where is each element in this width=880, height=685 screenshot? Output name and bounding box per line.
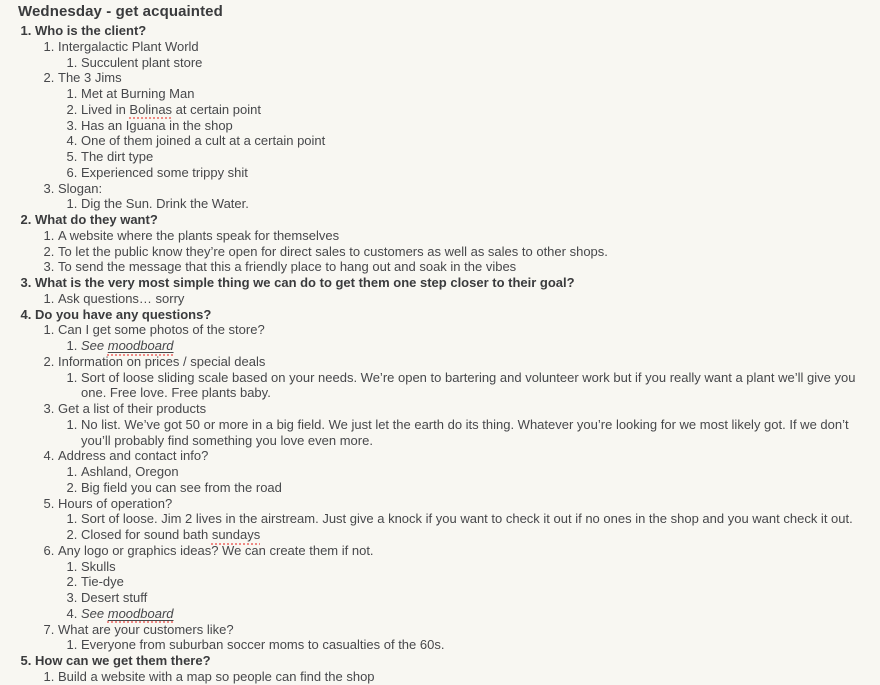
list-item-text <box>81 606 174 621</box>
list-item-text: No list. We’ve got 50 or more in a big field. We just let the earth do its thing. Whatever you’re looking for we most likely got. If we don’t you’ll probably find something you love even more. <box>81 416 849 448</box>
list-item-text: Met at Burning Man <box>81 86 195 101</box>
list-item-text: Has an Iguana in the shop <box>81 117 233 133</box>
list-item <box>81 511 868 527</box>
list-item-text: Succulent plant store <box>81 54 203 70</box>
list-item <box>81 55 868 71</box>
list-item-text: The dirt type <box>81 149 154 164</box>
list-item <box>81 480 868 496</box>
misspelled-word: moodboard <box>107 605 174 621</box>
list-item <box>81 102 868 118</box>
nested-list <box>35 322 868 653</box>
list-item <box>81 574 868 590</box>
nested-list <box>58 559 868 622</box>
section-item <box>35 653 868 685</box>
list-item <box>58 70 868 180</box>
list-item <box>58 622 868 654</box>
list-item <box>81 590 868 606</box>
list-item-text: Experienced some trippy shit <box>81 164 248 180</box>
nested-list <box>58 55 868 71</box>
list-item-text: Any logo or graphics ideas? We can create them if not. <box>58 542 374 558</box>
list-item-text: Slogan: <box>58 180 103 196</box>
section-item <box>35 23 868 212</box>
list-item <box>58 228 868 244</box>
list-item <box>58 543 868 622</box>
text-run: at certain point <box>172 101 261 117</box>
list-item-text: The 3 Jims <box>58 70 122 86</box>
list-item <box>81 165 868 181</box>
list-item <box>58 322 868 354</box>
list-item-text: Build a website with a map so people can find the shop <box>58 668 375 684</box>
section-item <box>35 275 868 307</box>
list-item <box>58 291 868 307</box>
list-item-text: Everyone from suburban soccer moms to casualties of the 60s. <box>81 637 445 653</box>
list-item-text: What are your customers like? <box>58 621 234 637</box>
list-item-text: Dig the Sun. Drink the Water. <box>81 196 249 212</box>
misspelled-word: Bolinas <box>129 101 173 117</box>
section-heading: What is the very most simple thing we can do to get them one step closer to their goal? <box>35 275 575 290</box>
misspelled-word: sundays <box>211 527 261 542</box>
misspelled-word <box>212 527 260 542</box>
list-item <box>81 464 868 480</box>
list-item <box>58 259 868 275</box>
moodboard-link[interactable] <box>108 338 174 353</box>
nested-list <box>58 511 868 543</box>
nested-list <box>58 370 868 402</box>
list-item <box>81 133 868 149</box>
list-item-text: Can I get some photos of the store? <box>58 322 265 338</box>
text-run: See <box>81 338 108 353</box>
moodboard-link[interactable] <box>108 606 174 621</box>
list-item-text: Sort of loose. Jim 2 lives in the airstream. Just give a knock if you want to check it out if no ones in the shop and you want check it out. <box>81 511 853 527</box>
note-title: Wednesday - get acquainted <box>18 3 223 20</box>
list-item <box>58 39 868 71</box>
list-item <box>81 149 868 165</box>
list-item-text: Desert stuff <box>81 590 148 605</box>
text-run: Lived in <box>81 101 130 117</box>
list-item <box>81 370 868 402</box>
clipped-list-item <box>58 669 868 685</box>
nested-list <box>58 338 868 354</box>
list-item-text <box>81 338 174 353</box>
section-heading: What do they want? <box>35 212 158 227</box>
nested-list <box>58 417 868 449</box>
nested-list <box>35 39 868 212</box>
list-item-text: To send the message that this a friendly place to hang out and soak in the vibes <box>58 259 517 275</box>
list-item <box>58 354 868 401</box>
list-item-text: Hours of operation? <box>58 495 173 511</box>
list-item <box>81 417 868 449</box>
list-item-text: Ashland, Oregon <box>81 464 179 479</box>
list-item <box>58 401 868 448</box>
list-item-text: Big field you can see from the road <box>81 479 282 495</box>
list-item-text: One of them joined a cult at a certain point <box>81 133 326 149</box>
nested-list <box>58 86 868 181</box>
list-item-text: Address and contact info? <box>58 448 209 464</box>
section-item <box>35 307 868 654</box>
nested-list <box>58 637 868 653</box>
list-item-text <box>81 527 260 542</box>
list-item-text: To let the public know they’re open for direct sales to customers as well as sales to other shops. <box>58 243 608 259</box>
list-item-text <box>81 102 261 117</box>
list-item <box>58 448 868 495</box>
list-item <box>81 637 868 653</box>
list-item <box>58 496 868 543</box>
list-item-text: Get a list of their products <box>58 401 207 416</box>
list-item-text: Intergalactic Plant World <box>58 38 199 54</box>
text-run: Closed for sound bath <box>81 527 212 542</box>
list-item-text: Sort of loose sliding scale based on your needs. We’re open to bartering and volunteer work but if you really want a plant we’ll give you one. Free love. Free plants baby. <box>81 369 856 401</box>
nested-list <box>35 228 868 275</box>
list-item <box>81 196 868 212</box>
nested-list <box>35 291 868 307</box>
list-item <box>81 338 868 354</box>
outline-list <box>18 23 868 685</box>
nested-list <box>58 464 868 496</box>
misspelled-word: moodboard <box>107 338 174 353</box>
list-item <box>81 118 868 134</box>
misspelled-word <box>129 102 172 117</box>
text-run: See <box>81 605 108 621</box>
list-item <box>81 559 868 575</box>
section-item <box>35 212 868 275</box>
section-heading: Who is the client? <box>35 23 147 38</box>
list-item <box>81 606 868 622</box>
list-item-text: A website where the plants speak for themselves <box>58 227 340 243</box>
section-heading: Do you have any questions? <box>35 306 212 322</box>
list-item-text: Tie-dye <box>81 574 124 590</box>
nested-list <box>35 669 868 685</box>
section-heading: How can we get them there? <box>35 653 211 668</box>
nested-list <box>58 196 868 212</box>
list-item-text: Information on prices / special deals <box>58 353 266 369</box>
list-item <box>81 86 868 102</box>
list-item-text: Skulls <box>81 558 116 574</box>
list-item <box>58 244 868 260</box>
list-item-text: Ask questions… sorry <box>58 290 185 306</box>
list-item <box>58 181 868 213</box>
list-item <box>81 527 868 543</box>
